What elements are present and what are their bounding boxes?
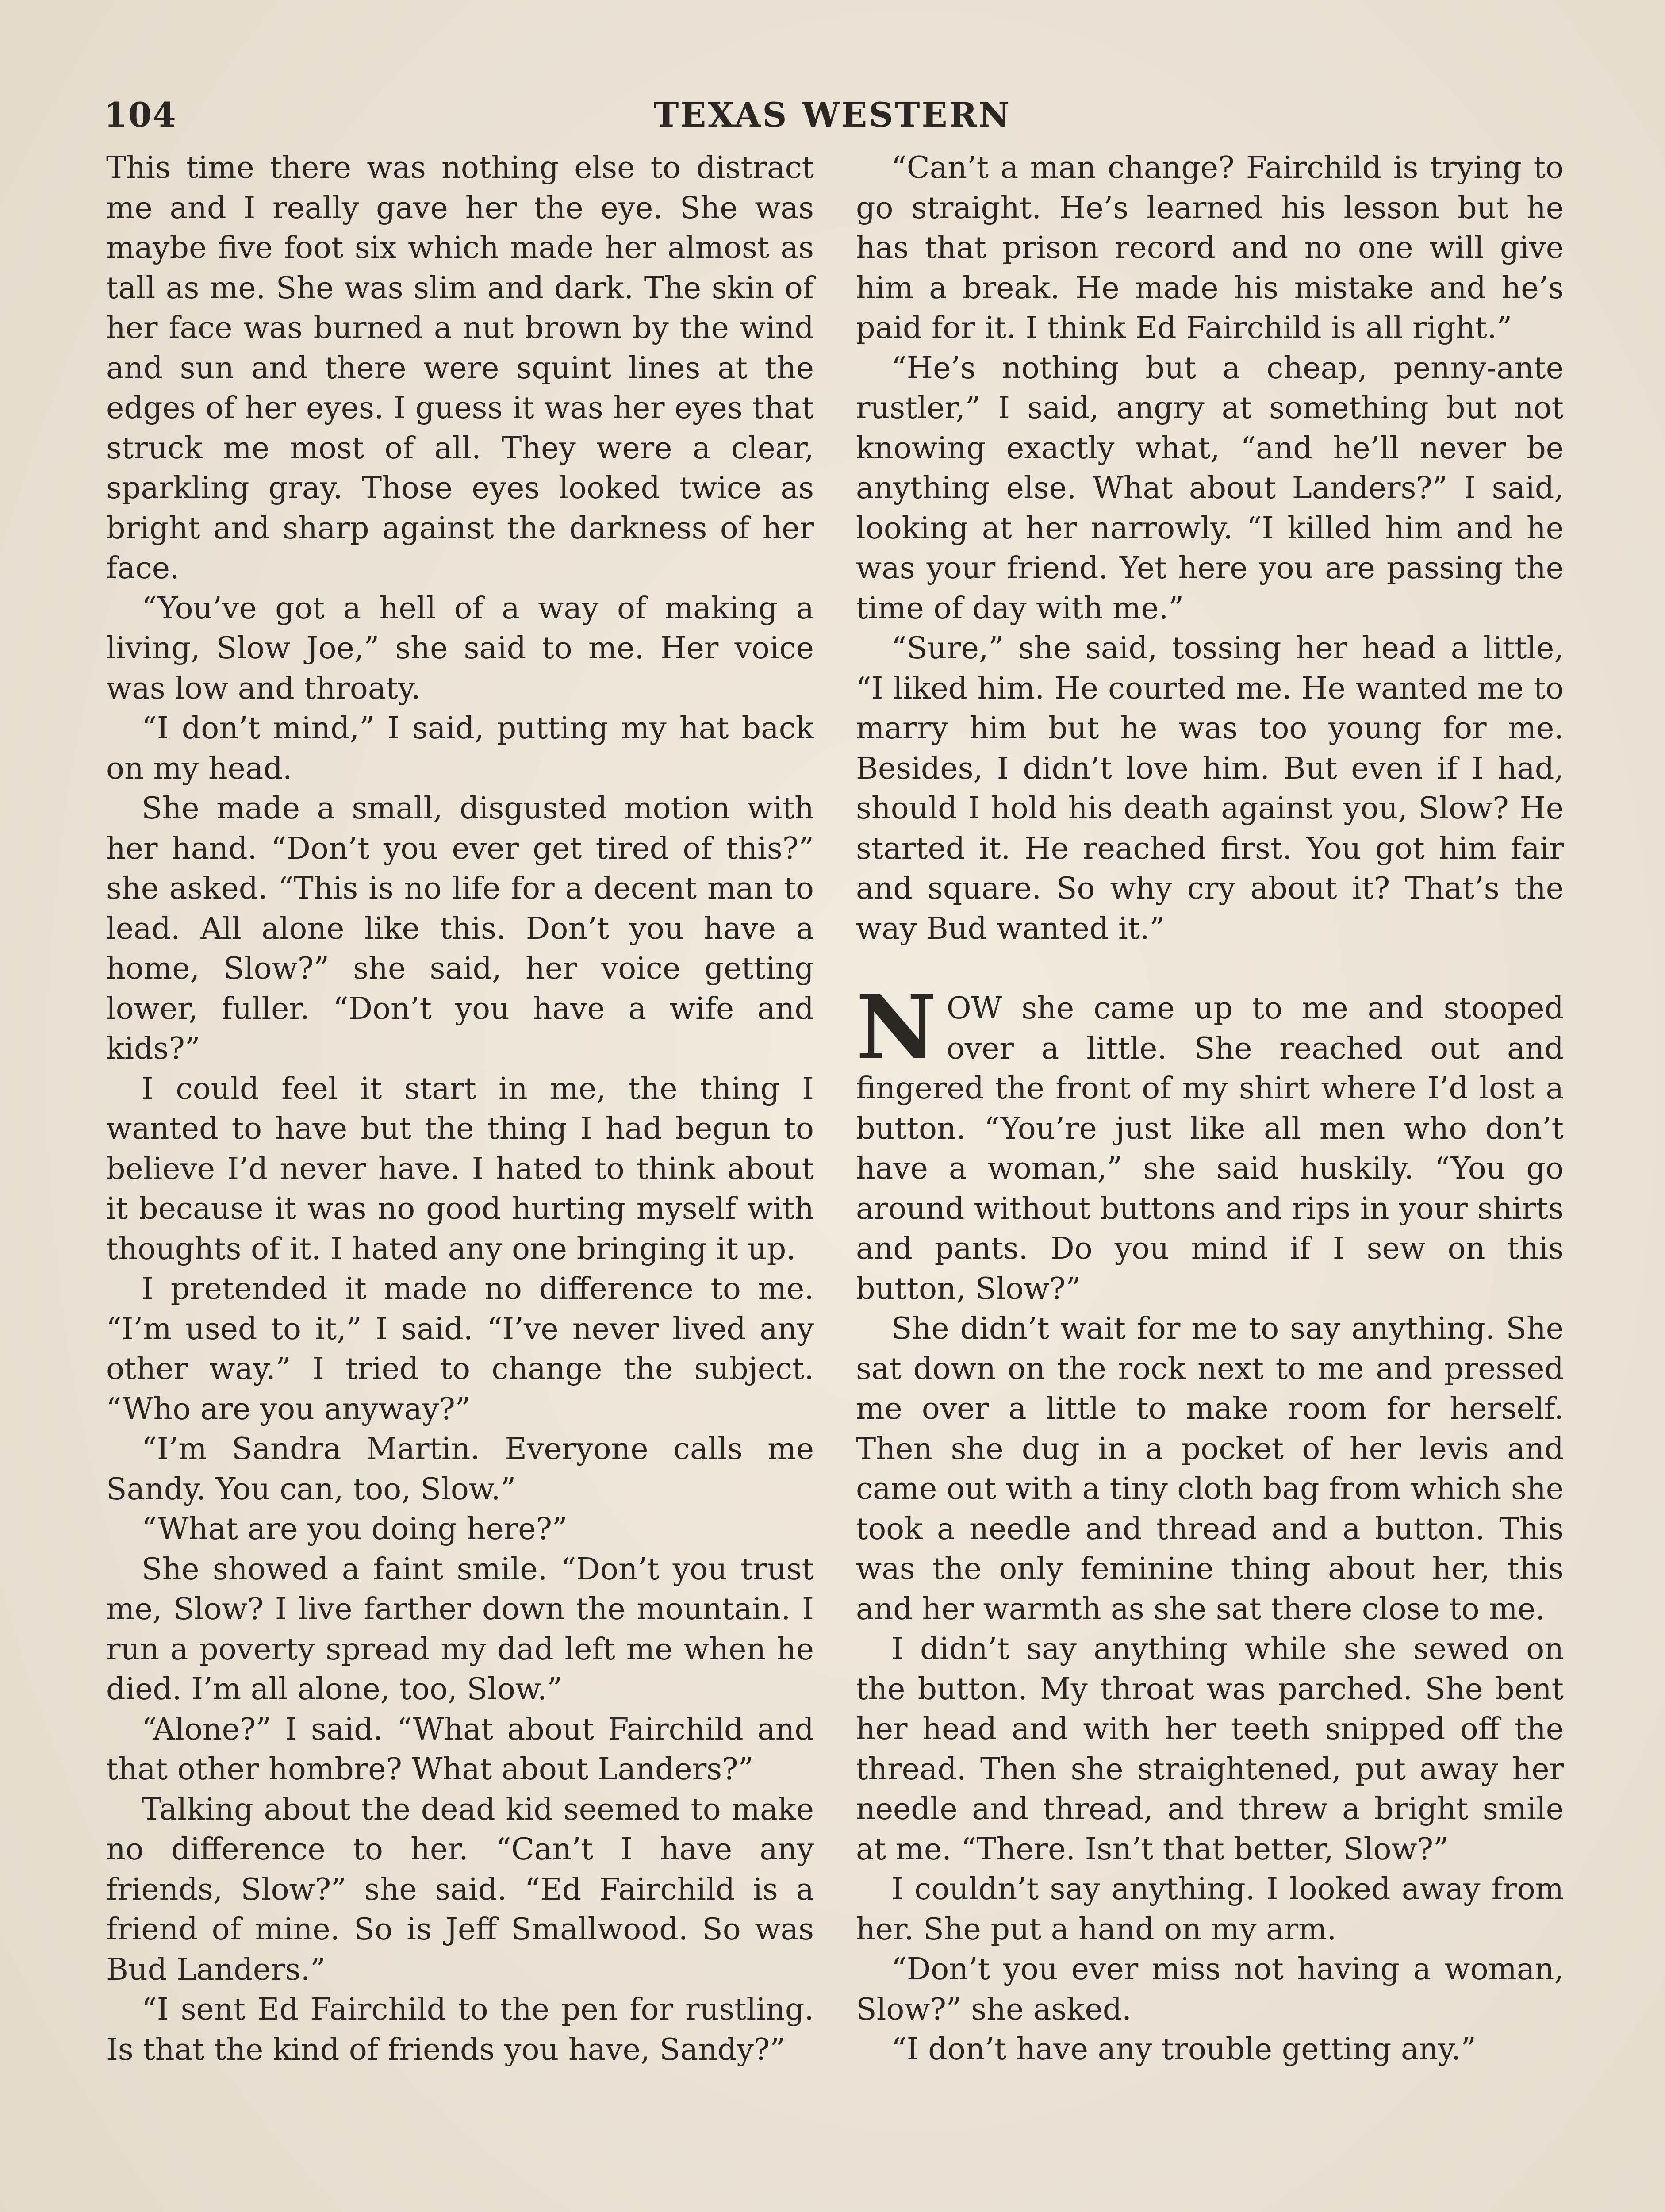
paragraph: I didn’t say anything while she sewed on the button. My throat was parched. She bent her head and with her teeth snipped off the thread. Then she straightened, put away her needle and thread, and threw a bright smile at me. “There. Isn’t that better, Slow?”: [856, 1632, 1564, 1867]
page-header: [104, 95, 1561, 144]
running-title: TEXAS WESTERN: [653, 95, 1012, 134]
paragraph: I could feel it start in me, the thing I wanted to have but the thing I had begun to believe I’d never have. I hated to think about it because it was no good hurting myself with thoughts of it. I hated any one bringing it up.: [106, 1071, 814, 1267]
paragraph: “Alone?” I said. “What about Fairchild and that other hombre? What about Landers?”: [106, 1712, 814, 1787]
paragraph: I couldn’t say anything. I looked away from her. She put a hand on my arm.: [856, 1872, 1564, 1947]
paragraph: “Sure,” she said, tossing her head a little, “I liked him. He courted me. He wanted me to marry him but he was too young for me. Besides, I didn’t love him. But even if I had, should I hold his death against you, Slow? He started it. He reached first. You got him fair and square. So why cry about it? That’s the way Bud wanted it.”: [856, 631, 1564, 946]
paragraph: She made a small, disgusted motion with her hand. “Don’t you ever get tired of this?” she asked. “This is no life for a decent man to lead. All alone like this. Don’t you have a home, Slow?” she said, her voice getting lower, fuller. “Don’t you have a wife and kids?”: [106, 791, 814, 1066]
section-opening-paragraph: [856, 975, 1564, 1309]
paragraph: “Can’t a man change? Fairchild is trying to go straight. He’s learned his lesson but he has that prison record and no one will give him a break. He made his mistake and he’s paid for it. I think Ed Fairchild is all right.”: [856, 150, 1564, 346]
paragraph: “I sent Ed Fairchild to the pen for rustling. Is that the kind of friends you have, Sandy?”: [106, 1992, 814, 2067]
page-number: 104: [104, 95, 177, 134]
paragraph: I pretended it made no difference to me. “I’m used to it,” I said. “I’ve never lived any other way.” I tried to change the subject. “Who are you anyway?”: [106, 1271, 814, 1427]
paragraph: “He’s nothing but a cheap, penny-ante rustler,” I said, angry at something but not knowing exactly what, “and he’ll never be anything else. What about Landers?” I said, looking at her narrowly. “I killed him and he was your friend. Yet here you are passing the time of day with me.”: [856, 350, 1564, 626]
paragraph: “What are you doing here?”: [142, 1512, 568, 1547]
drop-cap: N: [856, 975, 937, 1079]
paragraph: This time there was nothing else to distract me and I really gave her the eye. She was maybe five foot six which made her almost as tall as me. She was slim and dark. The skin of her face was burned a nut brown by the wind and sun and there were squint lines at the edges of her eyes. I guess it was her eyes that struck me most of all. They were a clear, sparkling gray. Those eyes looked twice as bright and sharp against the darkness of her face.: [106, 150, 814, 586]
paragraph: “I don’t have any trouble getting any.”: [891, 2032, 1476, 2067]
section-opening-text: OW she came up to me and stooped over a little. She reached out and fingered the front of my shirt where I’d lost a button. “You’re just like all men who don’t have a woman,” she said huskily. “You go around without buttons and rips in your shirts and pants. Do you mind if I sew on this button, Slow?”: [856, 991, 1564, 1306]
paragraph: “I don’t mind,” I said, putting my hat back on my head.: [106, 711, 814, 786]
paragraph: “You’ve got a hell of a way of making a living, Slow Joe,” she said to me. Her voice was low and throaty.: [106, 591, 814, 706]
right-column: [856, 148, 1564, 2070]
paragraph: Talking about the dead kid seemed to make no difference to her. “Can’t I have any friends, Slow?” she said. “Ed Fairchild is a friend of mine. So is Jeff Smallwood. So was Bud Landers.”: [106, 1792, 814, 1987]
paragraph: “Don’t you ever miss not having a woman, Slow?” she asked.: [856, 1952, 1564, 2027]
left-column: [106, 148, 814, 2070]
paragraph: She showed a faint smile. “Don’t you trust me, Slow? I live farther down the mountain. I run a poverty spread my dad left me when he died. I’m all alone, too, Slow.”: [106, 1551, 814, 1707]
paragraph: “I’m Sandra Martin. Everyone calls me Sandy. You can, too, Slow.”: [106, 1432, 814, 1507]
paragraph: She didn’t wait for me to say anything. She sat down on the rock next to me and pressed me over a little to make room for herself. Then she dug in a pocket of her levis and came out with a tiny cloth bag from which she took a needle and thread and a button. This was the only feminine thing about her, this and her warmth as she sat there close to me.: [856, 1311, 1564, 1627]
